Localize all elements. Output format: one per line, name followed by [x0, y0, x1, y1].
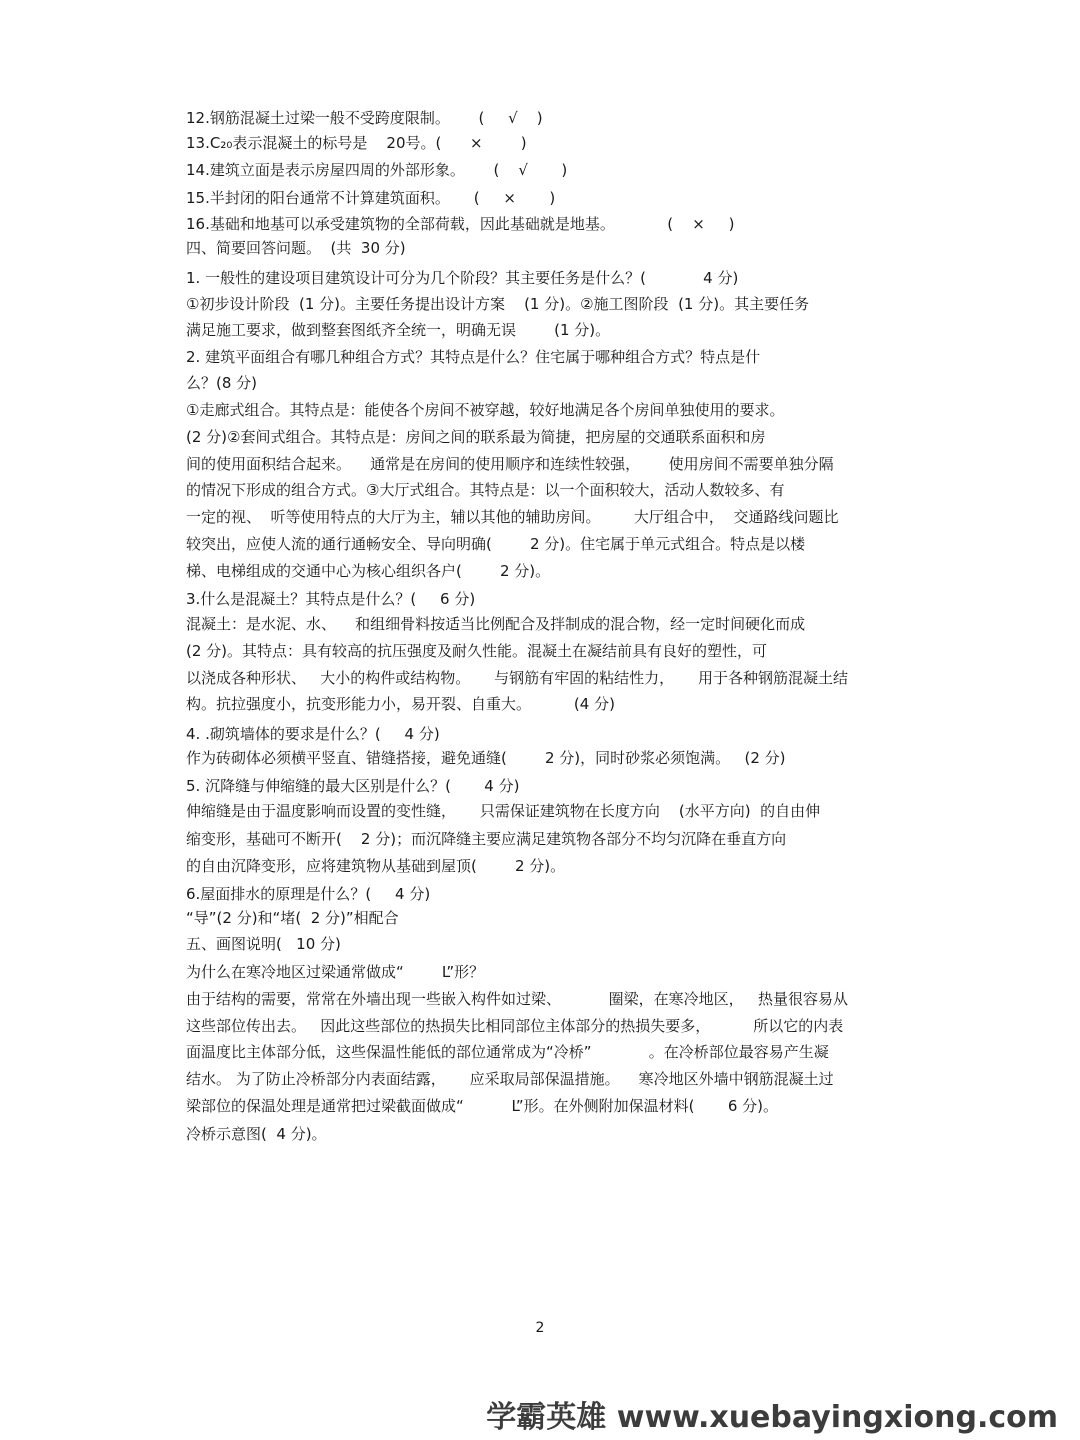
text-line: 15.半封闭的阳台通常不计算建筑面积。 ( × ) — [186, 189, 556, 207]
watermark: 学霸英雄 www.xuebayingxiong.com — [486, 1400, 1058, 1435]
text-line: 缩变形，基础可不断开( 2 分)；而沉降缝主要应满足建筑物各部分不均匀沉降在垂直方向 — [186, 830, 787, 848]
text-line: 混凝土：是水泥、水、 和组细骨料按适当比例配合及拌制成的混合物，经一定时间硬化而成 — [186, 615, 806, 633]
question-line: 4. .砌筑墙体的要求是什么？( 4 分) — [186, 725, 440, 743]
text-line: 冷桥示意图( 4 分)。 — [186, 1125, 327, 1143]
section-heading: 四、简要回答问题。 (共 30 分) — [186, 239, 406, 257]
text-line: 作为砖砌体必须横平竖直、错缝搭接，避免通缝( 2 分)，同时砂浆必须饱满。 (2 分) — [186, 749, 786, 767]
text-line: 较突出，应使人流的通行通畅安全、导向明确( 2 分)。住宅属于单元式组合。特点是以楼 — [186, 535, 806, 553]
text-line: 的自由沉降变形，应将建筑物从基础到屋顶( 2 分)。 — [186, 857, 566, 875]
text-line: 14.建筑立面是表示房屋四周的外部形象。 ( √ ) — [186, 161, 568, 179]
text-line: 梯、电梯组成的交通中心为核心组织各户( 2 分)。 — [186, 562, 551, 580]
text-line: 12.钢筋混凝土过梁一般不受跨度限制。 ( √ ) — [186, 109, 543, 127]
text-line: 结水。 为了防止冷桥部分内表面结露， 应采取局部保温措施。 寒冷地区外墙中钢筋混凝土过 — [186, 1070, 834, 1088]
text-line: 构。抗拉强度小，抗变形能力小，易开裂、自重大。 (4 分) — [186, 695, 615, 713]
text-line: 的情况下形成的组合方式。③大厅式组合。其特点是：以一个面积较大，活动人数较多、有 — [186, 481, 785, 499]
text-line: 面温度比主体部分低，这些保温性能低的部位通常成为“冷桥” 。在冷桥部位最容易产生凝 — [186, 1043, 829, 1061]
text-line: 以浇成各种形状、 大小的构件或结构物。 与钢筋有牢固的粘结性力， 用于各种钢筋混凝土结 — [186, 669, 848, 687]
text-line: 间的使用面积结合起来。 通常是在房间的使用顺序和连续性较强， 使用房间不需要单独分隔 — [186, 455, 834, 473]
text-line: ①走廊式组合。其特点是：能使各个房间不被穿越，较好地满足各个房间单独使用的要求。 — [186, 401, 785, 419]
question-line: 1. 一般性的建设项目建筑设计可分为几个阶段？其主要任务是什么？( 4 分) — [186, 269, 739, 287]
text-line: ①初步设计阶段 (1 分)。主要任务提出设计方案 (1 分)。②施工图阶段 (1 分)。其主要任务 — [186, 295, 810, 313]
text-line: 由于结构的需要，常常在外墙出现一些嵌入构件如过梁、 圈梁，在寒冷地区， 热量很容易从 — [186, 990, 848, 1008]
text-line: 满足施工要求，做到整套图纸齐全统一，明确无误 (1 分)。 — [186, 321, 611, 339]
question-line: 3.什么是混凝土？其特点是什么？( 6 分) — [186, 590, 476, 608]
page-number: 2 — [535, 1320, 545, 1336]
question-line: 2. 建筑平面组合有哪几种组合方式？其特点是什么？住宅属于哪种组合方式？特点是什 — [186, 348, 761, 366]
question-line: 为什么在寒冷地区过梁通常做成“ L”形？ — [186, 963, 485, 981]
text-line: 梁部位的保温处理是通常把过梁截面做成“ L”形。在外侧附加保温材料( 6 分)。 — [186, 1097, 779, 1115]
question-line: 5. 沉降缝与伸缩缝的最大区别是什么？( 4 分) — [186, 777, 520, 795]
question-line: 么？(8 分) — [186, 374, 258, 392]
text-line: (2 分)②套间式组合。其特点是：房间之间的联系最为简捷，把房屋的交通联系面积和房 — [186, 428, 766, 446]
text-line: (2 分)。其特点：具有较高的抗压强度及耐久性能。混凝土在凝结前具有良好的塑性，可 — [186, 642, 768, 660]
text-line: 伸缩缝是由于温度影响而设置的变性缝， 只需保证建筑物在长度方向 (水平方向) 的自由伸 — [186, 802, 821, 820]
text-line: 这些部位传出去。 因此这些部位的热损失比相同部位主体部分的热损失要多， 所以它的内表 — [186, 1017, 844, 1035]
text-line: “导”(2 分)和“堵( 2 分)”相配合 — [186, 909, 399, 927]
question-line: 6.屋面排水的原理是什么？( 4 分) — [186, 885, 431, 903]
text-line: 一定的视、 听等使用特点的大厅为主，辅以其他的辅助房间。 大厅组合中， 交通路线问题比 — [186, 508, 839, 526]
text-line: 16.基础和地基可以承受建筑物的全部荷载，因此基础就是地基。 ( × ) — [186, 215, 735, 233]
text-line: 13.C₂₀表示混凝土的标号是 20号。( × ) — [186, 134, 527, 152]
section-heading: 五、画图说明( 10 分) — [186, 935, 341, 953]
